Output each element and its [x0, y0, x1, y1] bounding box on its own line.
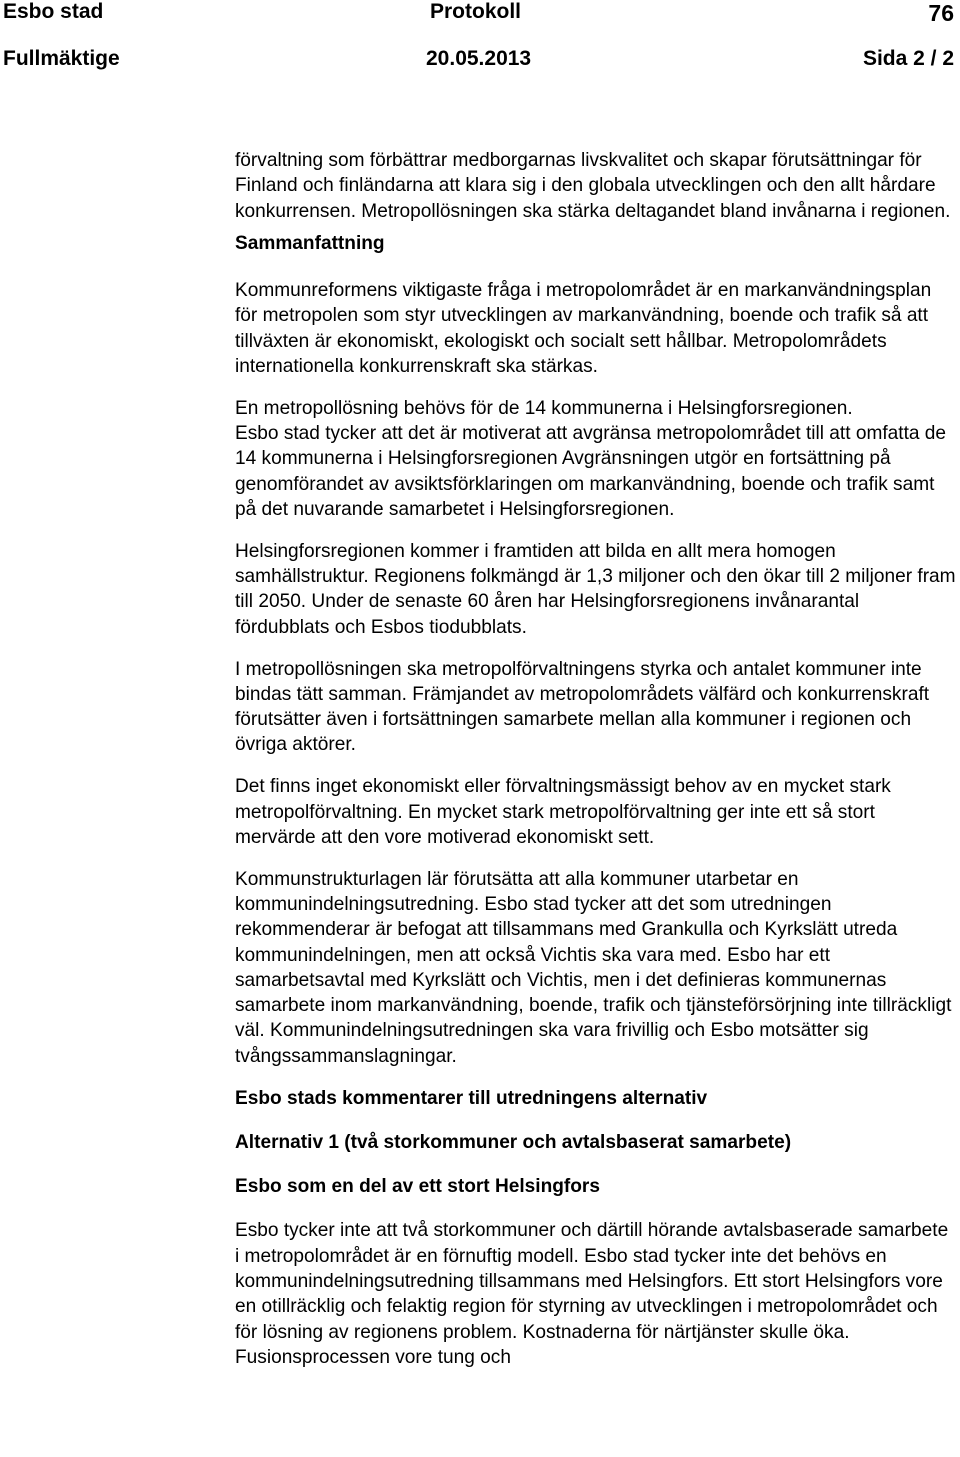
document-type: Protokoll — [430, 0, 522, 23]
page-number: Sida 2 / 2 — [862, 47, 954, 70]
summary-heading: Sammanfattning — [235, 232, 385, 254]
intro-paragraph: förvaltning som förbättrar medborgarnas livskvalitet och skapar förutsättningar för Finland och finländarna att klara sig i den globala utvecklingen och den allt hårdare konkurrensen. Metropollösningen ska stärka deltagandet bland invånarna i regionen. — [235, 150, 951, 222]
paragraph-delimitation: Esbo stad tycker att det är motiverat att avgränsa metropolområdet till att omfatta de 14 kommunerna i Helsingforsregionen Avgränsningen utgör en fortsättning på genomförandet av avsiktsförklaringen om markanvändning, boende och trafik samt på det nuvarande samarbetet i Helsingforsregionen. — [235, 423, 947, 521]
paragraph-economy: Det finns inget ekonomiskt eller förvaltningsmässigt behov av en mycket stark metropolförvaltning. En mycket stark metropolförvaltning ger inte ett så stort mervärde att den vore motiverad ekonomiskt sett. — [235, 776, 891, 848]
paragraph-administration: I metropollösningen ska metropolförvaltningens styrka och antalet kommuner inte bindas tätt samman. Främjandet av metropolområdets välfärd och konkurrenskraft förutsätter även i fortsättningen samarbete mellan alla kommuner i regionen och övriga aktörer. — [235, 658, 930, 756]
document-body — [235, 148, 957, 1370]
organization-name: Esbo stad — [3, 0, 104, 23]
paragraph-population: Helsingforsregionen kommer i framtiden att bilda en allt mera homogen samhällstruktur. Regionens folkmängd är 1,3 miljoner och den ökar till 2 miljoner fram till 2050. Under de senaste 60 åren har Helsingforsregionens invånarantal fördubblats och Esbos tiodubblats. — [235, 540, 956, 638]
paragraph-need: En metropollösning behövs för de 14 kommunerna i Helsingforsregionen. — [235, 397, 853, 419]
protocol-number: 76 — [928, 0, 954, 26]
paragraph-reform: Kommunreformens viktigaste fråga i metropolområdet är en markanvändningsplan för metropolen som styr utvecklingen av markanvändning, boende och trafik så att tillväxten är ekonomiskt, ekologiskt och socialt sett hållbar. Metropolområdets internationella konkurrenskraft ska stärkas. — [235, 280, 932, 378]
comments-heading: Esbo stads kommentarer till utredningens alternativ — [235, 1087, 708, 1109]
paragraph-alternative-1: Esbo tycker inte att två storkommuner och därtill hörande avtalsbaserade samarbete i metropolområdet är en förnuftig modell. Esbo stad tycker inte det behövs en kommunindelningsutredning tillsammans med Helsingfors. Ett stort Helsingfors vore en otillräcklig och felaktig region för styrning av utvecklingen i metropolområdet och för lösning av regionens problem. Kostnaderna för närtjänster skulle öka. Fusionsprocessen vore tung och — [235, 1220, 949, 1368]
decision-body: Fullmäktige — [3, 47, 120, 70]
alternative-1-heading: Alternativ 1 (två storkommuner och avtalsbaserat samarbete) — [235, 1131, 792, 1153]
page-header — [0, 0, 960, 80]
paragraph-municipal-structure: Kommunstrukturlagen lär förutsätta att alla kommuner utarbetar en kommunindelningsutredning. Esbo stad tycker att det som utredningen rekommenderar är befogat att tillsammans med Grankulla och Kyrkslätt utreda kommunindelningen, men att också Vichtis ska vara med. Esbo har ett samarbetsavtal med Kyrkslätt och Vichtis, men i det definieras kommunernas samarbete inom markanvändning, boende, trafik och tjänsteförsörjning inte tillräckligt väl. Kommunindelningsutredningen ska vara frivillig och Esbo motsätter sig tvångssammanslagningar. — [235, 868, 952, 1067]
big-helsinki-heading: Esbo som en del av ett stort Helsingfors — [235, 1176, 600, 1198]
meeting-date: 20.05.2013 — [426, 47, 532, 70]
